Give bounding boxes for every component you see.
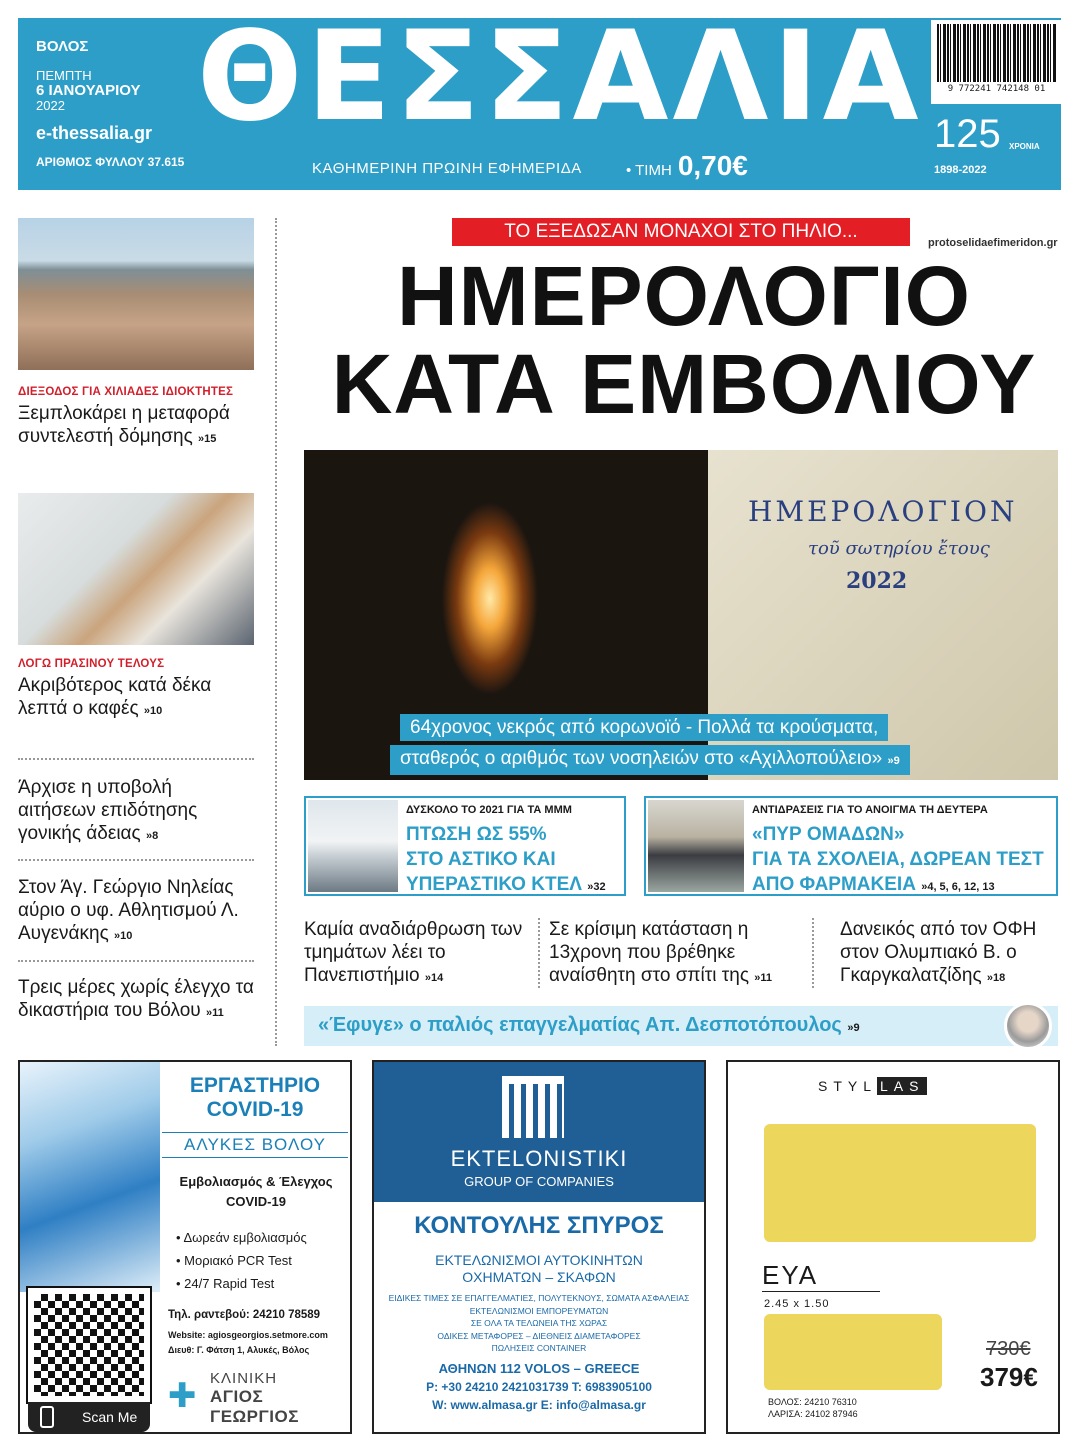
- clinic-logo: ✚ ΚΛΙΝΙΚΗ ΑΓΙΟΣ ΓΕΩΡΓΙΟΣ: [168, 1370, 299, 1426]
- watermark: protoselidaefimeridon.gr: [928, 237, 1058, 249]
- lab-website[interactable]: Website: agiosgeorgios.setmore.com: [168, 1330, 328, 1340]
- sub-story-kicker: ΑΝΤΙΔΡΑΣΕΙΣ ΓΙΑ ΤΟ ΑΝΟΙΓΜΑ ΤΗ ΔΕΥΤΕΡΑ: [752, 804, 988, 816]
- lab-heading: Εμβολιασμός & Έλεγχος COVID-19: [179, 1174, 333, 1209]
- stylas-logo: STYL LAS: [818, 1078, 927, 1094]
- tagline: ΚΑΘΗΜΕΡΙΝΗ ΠΡΩΙΝΗ ΕΦΗΜΕΡΙΔΑ: [312, 160, 582, 177]
- lab-subtitle: ΑΛΥΚΕΣ ΒΟΛΟΥ: [162, 1132, 348, 1158]
- new-price: 379€: [980, 1362, 1038, 1392]
- book-year: 2022: [846, 568, 908, 594]
- obituary-bar[interactable]: [304, 1006, 1058, 1046]
- classroom-photo: [648, 800, 744, 892]
- scan-me-button[interactable]: Scan Me: [28, 1402, 150, 1432]
- building-icon: [502, 1076, 564, 1138]
- left-story-2[interactable]: Ακριβότερος κατά δέκα λεπτά ο καφές »10: [18, 675, 212, 719]
- issue-number: ΑΡΙΘΜΟΣ ΦΥΛΛΟΥ 37.615: [36, 155, 185, 169]
- left-story-1-kicker: ΔΙΕΞΟΔΟΣ ΓΙΑ ΧΙΛΙΑΔΕΣ ΙΔΙΟΚΤΗΤΕΣ: [18, 386, 234, 398]
- row-story-1[interactable]: Καμία αναδιάρθρωση των τμημάτων λέει το Πανεπιστήμιο »14: [304, 919, 523, 986]
- price-value: 0,70€: [677, 150, 748, 181]
- day: ΠΕΜΠΤΗ: [36, 68, 92, 83]
- anniversary-badge: [934, 112, 1040, 176]
- price-label: • ΤΙΜΗ: [626, 162, 672, 179]
- divider: [812, 918, 814, 988]
- caption-line-1: 64χρονος νεκρός από κορωνοϊό - Πολλά τα κρούσματα,: [400, 714, 888, 741]
- sofa-photo-small: [764, 1314, 942, 1390]
- furniture-phones: ΒΟΛΟΣ: 24210 76310 ΛΑΡΙΣΑ: 24102 87946: [768, 1397, 858, 1419]
- page-ref: »11: [205, 1007, 224, 1019]
- lab-services: • Δωρεάν εμβολιασμός • Μοριακό PCR Test • 24/7 Rapid Test: [176, 1230, 307, 1291]
- customs-details: ΕΙΔΙΚΕΣ ΤΙΜΕΣ ΣΕ ΕΠΑΓΓΕΛΜΑΤΙΕΣ, ΠΟΛΥΤΕΚΝΟΥΣ, ΣΩΜΑΤΑ ΑΣΦΑΛΕΙΑΣ ΕΚΤΕΛΩΝΙΣΜΟΙ ΕΜΠΟΡΕΥΜΑΤΩΝ ΣΕ ΟΛΑ ΤΑ ΤΕΛΩΝΕΙΑ ΤΗΣ ΧΩΡΑΣ ΟΔΙΚΕΣ ΜΕΤΑΦΟΡΕΣ – ΔΙΕΘΝΕΙΣ ΔΙΑΜΕΤΑΦΟΡΕΣ ΠΩΛΗΣΕΙΣ CONTAINER: [388, 1293, 690, 1353]
- product-dims: 2.45 x 1.50: [764, 1298, 830, 1310]
- bus-photo: [308, 800, 398, 892]
- customs-name: ΚΟΝΤΟΥΛΗΣ ΣΠΥΡΟΣ: [414, 1212, 664, 1239]
- masthead-info: [36, 38, 184, 169]
- left-story-3[interactable]: Άρχισε η υποβολή αιτήσεων επιδότησης γονικής άδειας »8: [18, 777, 198, 844]
- ad-customs[interactable]: [372, 1060, 706, 1434]
- newspaper-logo: ΘΕΣΣΑΛΙΑ: [197, 5, 923, 149]
- obituary-text: «Έφυγε» ο παλιός επαγγελματίας Απ. Δεσποτόπουλος »9: [318, 1014, 860, 1036]
- left-story-2-kicker: ΛΟΓΩ ΠΡΑΣΙΝΟΥ ΤΕΛΟΥΣ: [18, 658, 165, 670]
- customs-contact: ΑΘΗΝΩΝ 112 VOLOS – GREECE P: +30 24210 2421031739 T: 6983905100 W: www.almasa.gr E: info@almasa.gr: [426, 1361, 652, 1412]
- ad-furniture[interactable]: [726, 1060, 1060, 1434]
- page-ref: »10: [114, 930, 133, 942]
- sub-story-headline: ΠΤΩΣΗ ΩΣ 55% ΣΤΟ ΑΣΤΙΚΟ ΚΑΙ ΥΠΕΡΑΣΤΙΚΟ ΚΤΕΛ »32: [406, 824, 606, 895]
- barcode-bars: [937, 24, 1056, 82]
- masthead: [18, 5, 1061, 190]
- headline-line-2: ΚΑΤΑ ΕΜΒΟΛΙΟΥ: [331, 337, 1037, 431]
- divider: [18, 960, 254, 962]
- page-ref: »15: [198, 433, 217, 445]
- lab-title: ΕΡΓΑΣΤΗΡΙΟ COVID-19: [189, 1074, 321, 1121]
- row-story-3[interactable]: Δανεικός από τον ΟΦΗ στον Ολυμπιακό Β. ο Γκαργκαλατζίδης »18: [840, 919, 1037, 986]
- customs-group: GROUP OF COMPANIES: [464, 1174, 614, 1189]
- sub-story-kicker: ΔΥΣΚΟΛΟ ΤΟ 2021 ΓΙΑ ΤΑ ΜΜΜ: [406, 804, 572, 816]
- page-ref: »8: [145, 830, 159, 842]
- divider: [538, 918, 540, 988]
- headline-line-1: ΗΜΕΡΟΛΟΓΙΟ: [396, 249, 972, 343]
- barcode: [931, 20, 1062, 104]
- divider: [18, 758, 254, 760]
- anniversary-number: 125: [934, 112, 1001, 156]
- left-story-1[interactable]: Ξεμπλοκάρει η μεταφορά συντελεστή δόμησης »15: [18, 403, 230, 447]
- sofa-photo-large: [764, 1124, 1036, 1242]
- left-story-5[interactable]: Τρεις μέρες χωρίς έλεγχο τα δικαστήρια του Βόλου »11: [18, 977, 254, 1021]
- year: 2022: [36, 98, 65, 113]
- volos-city-photo: [18, 218, 254, 370]
- customs-services: ΕΚΤΕΛΩΝΙΣΜΟΙ ΑΥΤΟΚΙΝΗΤΩΝ ΟΧΗΜΑΤΩΝ – ΣΚΑΦΩΝ: [435, 1252, 643, 1285]
- left-story-4[interactable]: Στον Άγ. Γεώργιο Νηλείας αύριο ο υφ. Αθλητισμού Λ. Αυγενάκης »10: [18, 877, 239, 944]
- lab-gloves-photo: [20, 1062, 160, 1292]
- barcode-number: 9 772241 742148 01: [947, 84, 1046, 94]
- portrait-photo: [1004, 1002, 1052, 1050]
- old-price: 730€: [986, 1338, 1031, 1360]
- page-ref: »10: [143, 705, 163, 717]
- column-divider: [275, 218, 277, 1046]
- book-subtitle: τοῦ σωτηρίου ἔτους: [808, 538, 990, 559]
- product-name: ΕΥΑ: [762, 1260, 880, 1292]
- row-story-2[interactable]: Σε κρίσιμη κατάσταση η 13χρονη που βρέθηκε αναίσθητη στο σπίτι της »11: [549, 919, 773, 986]
- customs-logo: [374, 1062, 704, 1202]
- cross-icon: ✚: [168, 1377, 197, 1415]
- anniversary-years: 1898-2022: [934, 164, 987, 176]
- caption-line-2: σταθερός ο αριθμός των νοσηλειών στο «Αχιλλοπούλειο» »9: [390, 745, 910, 775]
- ad-covid-lab[interactable]: [18, 1060, 352, 1434]
- coffee-photo: [18, 493, 254, 645]
- sub-story-bus[interactable]: [304, 796, 626, 896]
- price: [626, 150, 748, 182]
- customs-brand: EKTELONISTIKI: [450, 1146, 628, 1171]
- qr-code[interactable]: [28, 1288, 150, 1402]
- sub-story-schools[interactable]: [644, 796, 1058, 896]
- city: ΒΟΛΟΣ: [36, 38, 89, 55]
- anniversary-word: ΧΡΟΝΙΑ: [1009, 142, 1040, 151]
- divider: [18, 859, 254, 861]
- date: 6 ΙΑΝΟΥΑΡΙΟΥ: [36, 82, 141, 99]
- lab-address: Διευθ: Γ. Φάτση 1, Αλυκές, Βόλος: [168, 1345, 310, 1355]
- main-headline[interactable]: [304, 249, 1064, 431]
- lab-phone: Τηλ. ραντεβού: 24210 78589: [168, 1309, 321, 1321]
- main-photo: [304, 450, 1058, 780]
- book-title: ΗΜΕΡΟΛΟΓΙΟΝ: [748, 495, 1018, 528]
- website-link[interactable]: e-thessalia.gr: [36, 123, 153, 143]
- headline-label: ΤΟ ΕΞΕΔΩΣΑΝ ΜΟΝΑΧΟΙ ΣΤΟ ΠΗΛΙΟ...: [452, 218, 910, 246]
- phone-icon: [40, 1406, 54, 1428]
- sub-story-headline: «ΠΥΡ ΟΜΑΔΩΝ» ΓΙΑ ΤΑ ΣΧΟΛΕΙΑ, ΔΩΡΕΑΝ ΤΕΣΤ ΑΠΟ ΦΑΡΜΑΚΕΙΑ »4, 5, 6, 12, 13: [752, 824, 1044, 895]
